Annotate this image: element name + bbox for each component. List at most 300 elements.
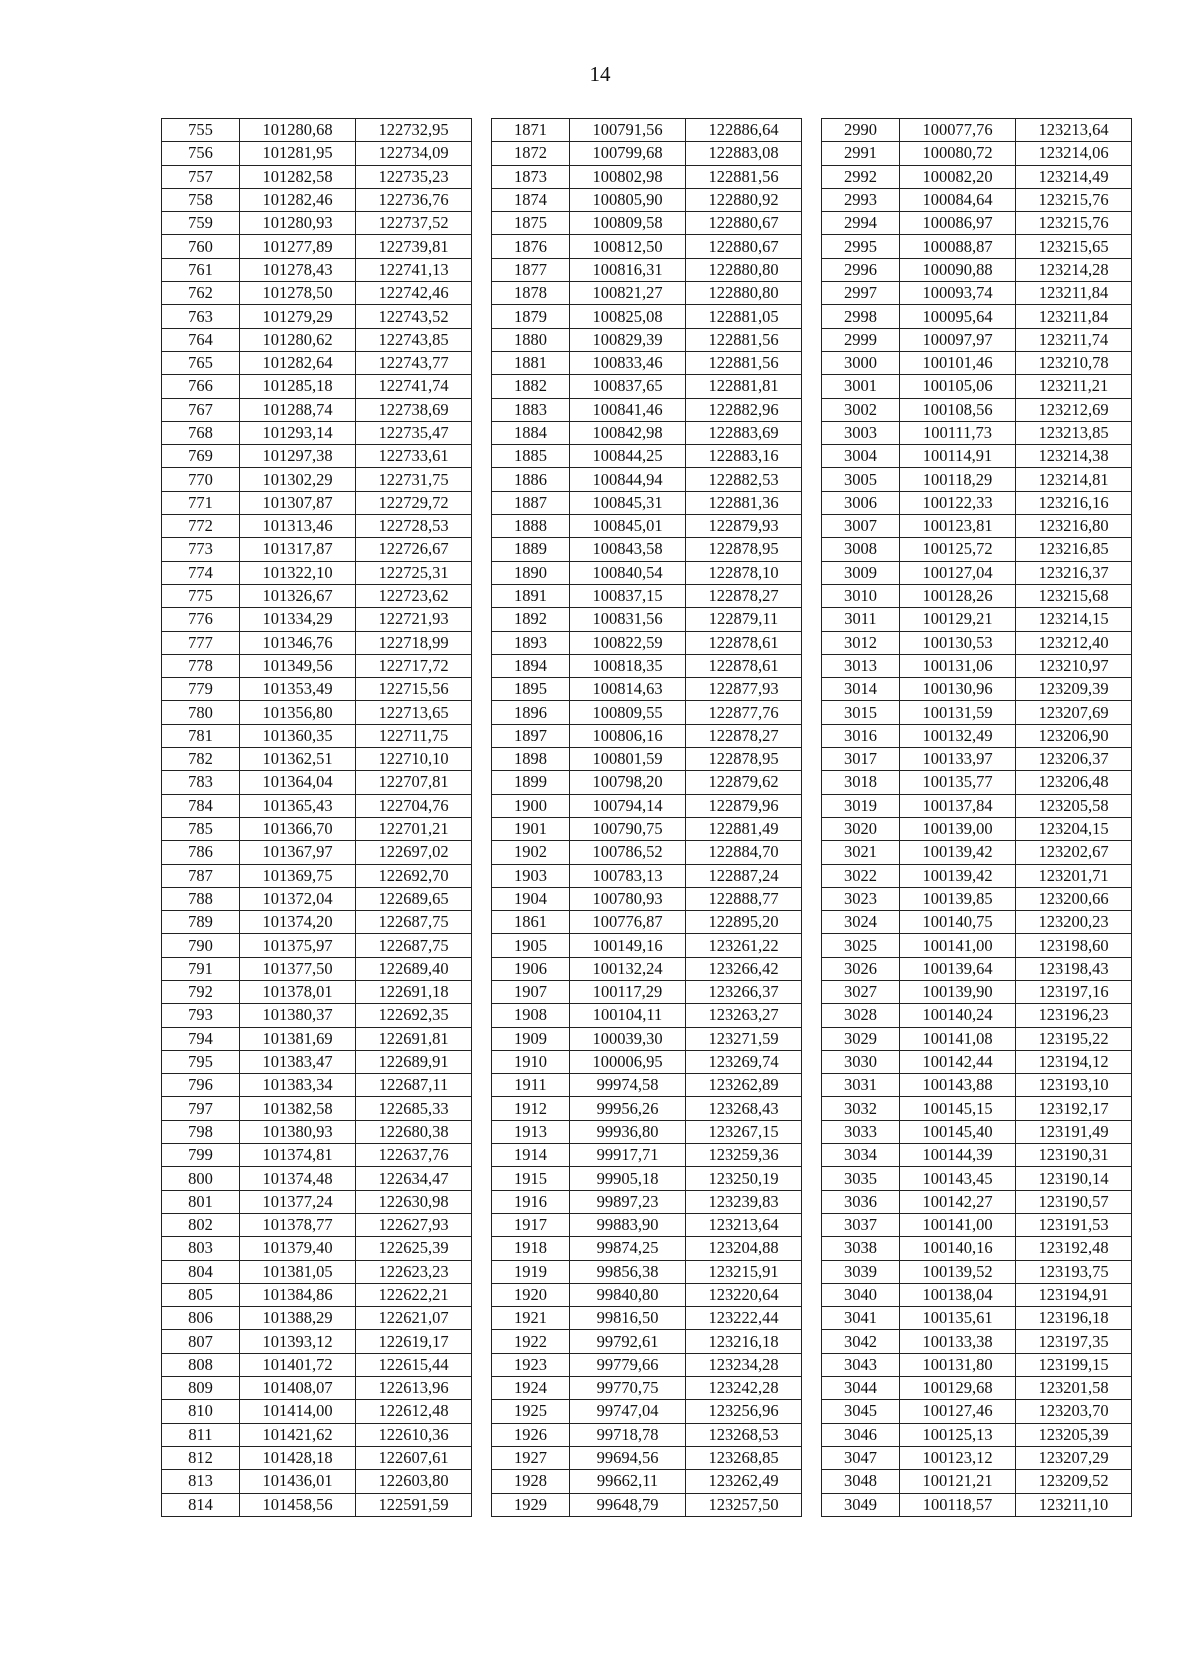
- column-gap: [802, 375, 822, 398]
- column-gap: [802, 445, 822, 468]
- y-coordinate-cell: 123203,70: [1016, 1400, 1132, 1423]
- x-coordinate-cell: 100141,08: [900, 1027, 1016, 1050]
- y-coordinate-cell: 123216,18: [686, 1330, 802, 1353]
- y-coordinate-cell: 123257,50: [686, 1493, 802, 1516]
- point-number-cell: 1896: [492, 701, 570, 724]
- y-coordinate-cell: 123214,28: [1016, 258, 1132, 281]
- table-row: [162, 1213, 1132, 1236]
- x-coordinate-cell: 101282,64: [240, 351, 356, 374]
- y-coordinate-cell: 122738,69: [356, 398, 472, 421]
- x-coordinate-cell: 100097,97: [900, 328, 1016, 351]
- x-coordinate-cell: 101282,46: [240, 188, 356, 211]
- table-row: [162, 212, 1132, 235]
- point-number-cell: 812: [162, 1446, 240, 1469]
- point-number-cell: 1928: [492, 1470, 570, 1493]
- y-coordinate-cell: 122880,92: [686, 188, 802, 211]
- column-gap: [802, 864, 822, 887]
- x-coordinate-cell: 100129,21: [900, 608, 1016, 631]
- column-gap: [472, 980, 492, 1003]
- point-number-cell: 3026: [822, 957, 900, 980]
- y-coordinate-cell: 122687,75: [356, 911, 472, 934]
- column-gap: [472, 584, 492, 607]
- point-number-cell: 3033: [822, 1120, 900, 1143]
- y-coordinate-cell: 122881,56: [686, 165, 802, 188]
- column-gap: [472, 212, 492, 235]
- column-gap: [802, 1167, 822, 1190]
- y-coordinate-cell: 123268,43: [686, 1097, 802, 1120]
- column-gap: [472, 351, 492, 374]
- point-number-cell: 772: [162, 515, 240, 538]
- table-row: [162, 1377, 1132, 1400]
- table-row: [162, 421, 1132, 444]
- x-coordinate-cell: 100149,16: [570, 934, 686, 957]
- column-gap: [802, 1446, 822, 1469]
- y-coordinate-cell: 122717,72: [356, 654, 472, 677]
- column-gap: [802, 515, 822, 538]
- x-coordinate-cell: 101297,38: [240, 445, 356, 468]
- y-coordinate-cell: 122882,53: [686, 468, 802, 491]
- table-row: [162, 911, 1132, 934]
- table-row: [162, 1446, 1132, 1469]
- y-coordinate-cell: 122637,76: [356, 1144, 472, 1167]
- x-coordinate-cell: 99648,79: [570, 1493, 686, 1516]
- point-number-cell: 1918: [492, 1237, 570, 1260]
- x-coordinate-cell: 100841,46: [570, 398, 686, 421]
- x-coordinate-cell: 100135,61: [900, 1307, 1016, 1330]
- point-number-cell: 785: [162, 817, 240, 840]
- x-coordinate-cell: 99936,80: [570, 1120, 686, 1143]
- point-number-cell: 1876: [492, 235, 570, 258]
- y-coordinate-cell: 122734,09: [356, 142, 472, 165]
- point-number-cell: 796: [162, 1074, 240, 1097]
- y-coordinate-cell: 122743,85: [356, 328, 472, 351]
- x-coordinate-cell: 101322,10: [240, 561, 356, 584]
- point-number-cell: 3004: [822, 445, 900, 468]
- x-coordinate-cell: 101384,86: [240, 1283, 356, 1306]
- x-coordinate-cell: 100129,68: [900, 1377, 1016, 1400]
- point-number-cell: 781: [162, 724, 240, 747]
- y-coordinate-cell: 122879,93: [686, 515, 802, 538]
- y-coordinate-cell: 123205,58: [1016, 794, 1132, 817]
- column-gap: [802, 608, 822, 631]
- x-coordinate-cell: 101280,62: [240, 328, 356, 351]
- table-row: [162, 980, 1132, 1003]
- y-coordinate-cell: 123205,39: [1016, 1423, 1132, 1446]
- x-coordinate-cell: 100118,57: [900, 1493, 1016, 1516]
- point-number-cell: 784: [162, 794, 240, 817]
- point-number-cell: 3010: [822, 584, 900, 607]
- y-coordinate-cell: 123209,52: [1016, 1470, 1132, 1493]
- column-gap: [802, 934, 822, 957]
- x-coordinate-cell: 101302,29: [240, 468, 356, 491]
- y-coordinate-cell: 122591,59: [356, 1493, 472, 1516]
- x-coordinate-cell: 100776,87: [570, 911, 686, 934]
- table-row: [162, 1470, 1132, 1493]
- x-coordinate-cell: 100140,24: [900, 1004, 1016, 1027]
- point-number-cell: 3001: [822, 375, 900, 398]
- column-gap: [472, 1470, 492, 1493]
- column-gap: [472, 887, 492, 910]
- column-gap: [472, 1190, 492, 1213]
- column-gap: [472, 1237, 492, 1260]
- point-number-cell: 776: [162, 608, 240, 631]
- x-coordinate-cell: 101388,29: [240, 1307, 356, 1330]
- point-number-cell: 1886: [492, 468, 570, 491]
- y-coordinate-cell: 122877,76: [686, 701, 802, 724]
- point-number-cell: 3029: [822, 1027, 900, 1050]
- point-number-cell: 3040: [822, 1283, 900, 1306]
- x-coordinate-cell: 101313,46: [240, 515, 356, 538]
- point-number-cell: 1910: [492, 1050, 570, 1073]
- point-number-cell: 3048: [822, 1470, 900, 1493]
- point-number-cell: 3043: [822, 1353, 900, 1376]
- x-coordinate-cell: 100140,75: [900, 911, 1016, 934]
- point-number-cell: 1880: [492, 328, 570, 351]
- table-row: [162, 1423, 1132, 1446]
- y-coordinate-cell: 122735,23: [356, 165, 472, 188]
- x-coordinate-cell: 100077,76: [900, 119, 1016, 142]
- y-coordinate-cell: 122878,27: [686, 584, 802, 607]
- x-coordinate-cell: 100127,04: [900, 561, 1016, 584]
- table-row: [162, 491, 1132, 514]
- y-coordinate-cell: 122879,11: [686, 608, 802, 631]
- x-coordinate-cell: 100125,72: [900, 538, 1016, 561]
- y-coordinate-cell: 122881,49: [686, 817, 802, 840]
- table-row: [162, 561, 1132, 584]
- x-coordinate-cell: 100829,39: [570, 328, 686, 351]
- x-coordinate-cell: 100845,01: [570, 515, 686, 538]
- table-row: [162, 1190, 1132, 1213]
- x-coordinate-cell: 100822,59: [570, 631, 686, 654]
- point-number-cell: 782: [162, 748, 240, 771]
- y-coordinate-cell: 123204,88: [686, 1237, 802, 1260]
- x-coordinate-cell: 101288,74: [240, 398, 356, 421]
- point-number-cell: 1921: [492, 1307, 570, 1330]
- y-coordinate-cell: 123267,15: [686, 1120, 802, 1143]
- x-coordinate-cell: 101366,70: [240, 817, 356, 840]
- x-coordinate-cell: 99897,23: [570, 1190, 686, 1213]
- table-row: [162, 1027, 1132, 1050]
- point-number-cell: 810: [162, 1400, 240, 1423]
- y-coordinate-cell: 122741,74: [356, 375, 472, 398]
- y-coordinate-cell: 123222,44: [686, 1307, 802, 1330]
- point-number-cell: 792: [162, 980, 240, 1003]
- point-number-cell: 1926: [492, 1423, 570, 1446]
- column-gap: [472, 1120, 492, 1143]
- y-coordinate-cell: 122627,93: [356, 1213, 472, 1236]
- table-row: [162, 1167, 1132, 1190]
- column-gap: [802, 119, 822, 142]
- column-gap: [802, 654, 822, 677]
- x-coordinate-cell: 101367,97: [240, 841, 356, 864]
- x-coordinate-cell: 100141,00: [900, 934, 1016, 957]
- x-coordinate-cell: 101277,89: [240, 235, 356, 258]
- point-number-cell: 1919: [492, 1260, 570, 1283]
- column-gap: [802, 328, 822, 351]
- y-coordinate-cell: 122721,93: [356, 608, 472, 631]
- y-coordinate-cell: 123212,40: [1016, 631, 1132, 654]
- point-number-cell: 1925: [492, 1400, 570, 1423]
- y-coordinate-cell: 123200,23: [1016, 911, 1132, 934]
- table-row: [162, 1260, 1132, 1283]
- column-gap: [802, 351, 822, 374]
- x-coordinate-cell: 100145,40: [900, 1120, 1016, 1143]
- x-coordinate-cell: 100139,42: [900, 864, 1016, 887]
- table-row: [162, 1283, 1132, 1306]
- point-number-cell: 1895: [492, 678, 570, 701]
- table-row: [162, 1353, 1132, 1376]
- y-coordinate-cell: 123213,64: [1016, 119, 1132, 142]
- y-coordinate-cell: 123197,16: [1016, 980, 1132, 1003]
- point-number-cell: 2998: [822, 305, 900, 328]
- y-coordinate-cell: 123211,84: [1016, 305, 1132, 328]
- point-number-cell: 2993: [822, 188, 900, 211]
- column-gap: [802, 1144, 822, 1167]
- point-number-cell: 763: [162, 305, 240, 328]
- column-gap: [802, 1213, 822, 1236]
- point-number-cell: 1911: [492, 1074, 570, 1097]
- x-coordinate-cell: 101353,49: [240, 678, 356, 701]
- point-number-cell: 3007: [822, 515, 900, 538]
- y-coordinate-cell: 122713,65: [356, 701, 472, 724]
- y-coordinate-cell: 122878,10: [686, 561, 802, 584]
- y-coordinate-cell: 123262,89: [686, 1074, 802, 1097]
- x-coordinate-cell: 100090,88: [900, 258, 1016, 281]
- y-coordinate-cell: 122726,67: [356, 538, 472, 561]
- y-coordinate-cell: 123242,28: [686, 1377, 802, 1400]
- point-number-cell: 760: [162, 235, 240, 258]
- column-gap: [472, 1377, 492, 1400]
- column-gap: [802, 468, 822, 491]
- point-number-cell: 1890: [492, 561, 570, 584]
- point-number-cell: 809: [162, 1377, 240, 1400]
- x-coordinate-cell: 100138,04: [900, 1283, 1016, 1306]
- column-gap: [802, 1400, 822, 1423]
- column-gap: [802, 421, 822, 444]
- point-number-cell: 1906: [492, 957, 570, 980]
- column-gap: [802, 1260, 822, 1283]
- x-coordinate-cell: 100006,95: [570, 1050, 686, 1073]
- point-number-cell: 3009: [822, 561, 900, 584]
- table-row: [162, 771, 1132, 794]
- x-coordinate-cell: 100794,14: [570, 794, 686, 817]
- point-number-cell: 1929: [492, 1493, 570, 1516]
- y-coordinate-cell: 122723,62: [356, 584, 472, 607]
- point-number-cell: 779: [162, 678, 240, 701]
- point-number-cell: 777: [162, 631, 240, 654]
- x-coordinate-cell: 100133,97: [900, 748, 1016, 771]
- x-coordinate-cell: 100125,13: [900, 1423, 1016, 1446]
- x-coordinate-cell: 101436,01: [240, 1470, 356, 1493]
- point-number-cell: 3038: [822, 1237, 900, 1260]
- x-coordinate-cell: 100108,56: [900, 398, 1016, 421]
- y-coordinate-cell: 122622,21: [356, 1283, 472, 1306]
- column-gap: [802, 1353, 822, 1376]
- y-coordinate-cell: 123206,37: [1016, 748, 1132, 771]
- point-number-cell: 3015: [822, 701, 900, 724]
- x-coordinate-cell: 99856,38: [570, 1260, 686, 1283]
- column-gap: [472, 1283, 492, 1306]
- y-coordinate-cell: 122685,33: [356, 1097, 472, 1120]
- y-coordinate-cell: 122607,61: [356, 1446, 472, 1469]
- y-coordinate-cell: 123206,90: [1016, 724, 1132, 747]
- point-number-cell: 755: [162, 119, 240, 142]
- point-number-cell: 3011: [822, 608, 900, 631]
- y-coordinate-cell: 122880,80: [686, 258, 802, 281]
- y-coordinate-cell: 122692,35: [356, 1004, 472, 1027]
- x-coordinate-cell: 100844,94: [570, 468, 686, 491]
- column-gap: [472, 1493, 492, 1516]
- table-row: [162, 957, 1132, 980]
- column-gap: [472, 1097, 492, 1120]
- table-row: [162, 235, 1132, 258]
- point-number-cell: 3024: [822, 911, 900, 934]
- point-number-cell: 1909: [492, 1027, 570, 1050]
- point-number-cell: 803: [162, 1237, 240, 1260]
- column-gap: [802, 1190, 822, 1213]
- x-coordinate-cell: 100130,53: [900, 631, 1016, 654]
- column-gap: [472, 1446, 492, 1469]
- point-number-cell: 1887: [492, 491, 570, 514]
- x-coordinate-cell: 101365,43: [240, 794, 356, 817]
- table-row: [162, 608, 1132, 631]
- column-gap: [802, 1493, 822, 1516]
- point-number-cell: 773: [162, 538, 240, 561]
- point-number-cell: 802: [162, 1213, 240, 1236]
- y-coordinate-cell: 122691,18: [356, 980, 472, 1003]
- table-row: [162, 934, 1132, 957]
- y-coordinate-cell: 123202,67: [1016, 841, 1132, 864]
- table-row: [162, 328, 1132, 351]
- column-gap: [472, 771, 492, 794]
- point-number-cell: 3041: [822, 1307, 900, 1330]
- y-coordinate-cell: 122883,08: [686, 142, 802, 165]
- y-coordinate-cell: 123190,31: [1016, 1144, 1132, 1167]
- x-coordinate-cell: 101414,00: [240, 1400, 356, 1423]
- y-coordinate-cell: 123212,69: [1016, 398, 1132, 421]
- column-gap: [802, 491, 822, 514]
- point-number-cell: 3049: [822, 1493, 900, 1516]
- x-coordinate-cell: 100833,46: [570, 351, 686, 374]
- point-number-cell: 1920: [492, 1283, 570, 1306]
- x-coordinate-cell: 100139,42: [900, 841, 1016, 864]
- x-coordinate-cell: 101360,35: [240, 724, 356, 747]
- point-number-cell: 806: [162, 1307, 240, 1330]
- x-coordinate-cell: 101379,40: [240, 1237, 356, 1260]
- column-gap: [802, 957, 822, 980]
- point-number-cell: 1908: [492, 1004, 570, 1027]
- y-coordinate-cell: 122895,20: [686, 911, 802, 934]
- column-gap: [472, 375, 492, 398]
- table-row: [162, 1400, 1132, 1423]
- x-coordinate-cell: 101317,87: [240, 538, 356, 561]
- point-number-cell: 2999: [822, 328, 900, 351]
- column-gap: [472, 235, 492, 258]
- point-number-cell: 1894: [492, 654, 570, 677]
- y-coordinate-cell: 122630,98: [356, 1190, 472, 1213]
- column-gap: [472, 1027, 492, 1050]
- column-gap: [802, 1027, 822, 1050]
- x-coordinate-cell: 100816,31: [570, 258, 686, 281]
- x-coordinate-cell: 101326,67: [240, 584, 356, 607]
- column-gap: [472, 165, 492, 188]
- point-number-cell: 774: [162, 561, 240, 584]
- coordinates-table: [161, 118, 1132, 1517]
- point-number-cell: 1903: [492, 864, 570, 887]
- point-number-cell: 3019: [822, 794, 900, 817]
- table-row: [162, 631, 1132, 654]
- point-number-cell: 804: [162, 1260, 240, 1283]
- x-coordinate-cell: 100786,52: [570, 841, 686, 864]
- point-number-cell: 3014: [822, 678, 900, 701]
- column-gap: [802, 678, 822, 701]
- x-coordinate-cell: 101278,43: [240, 258, 356, 281]
- point-number-cell: 2997: [822, 282, 900, 305]
- table-row: [162, 142, 1132, 165]
- y-coordinate-cell: 123214,15: [1016, 608, 1132, 631]
- point-number-cell: 786: [162, 841, 240, 864]
- x-coordinate-cell: 100799,68: [570, 142, 686, 165]
- y-coordinate-cell: 123198,60: [1016, 934, 1132, 957]
- y-coordinate-cell: 123271,59: [686, 1027, 802, 1050]
- y-coordinate-cell: 123214,49: [1016, 165, 1132, 188]
- column-gap: [472, 119, 492, 142]
- column-gap: [472, 468, 492, 491]
- point-number-cell: 1882: [492, 375, 570, 398]
- x-coordinate-cell: 100082,20: [900, 165, 1016, 188]
- point-number-cell: 1884: [492, 421, 570, 444]
- x-coordinate-cell: 100837,15: [570, 584, 686, 607]
- column-gap: [472, 911, 492, 934]
- y-coordinate-cell: 123261,22: [686, 934, 802, 957]
- y-coordinate-cell: 122680,38: [356, 1120, 472, 1143]
- y-coordinate-cell: 123215,65: [1016, 235, 1132, 258]
- x-coordinate-cell: 100139,64: [900, 957, 1016, 980]
- x-coordinate-cell: 100128,26: [900, 584, 1016, 607]
- y-coordinate-cell: 122878,61: [686, 631, 802, 654]
- point-number-cell: 1891: [492, 584, 570, 607]
- y-coordinate-cell: 123198,43: [1016, 957, 1132, 980]
- y-coordinate-cell: 122615,44: [356, 1353, 472, 1376]
- y-coordinate-cell: 122603,80: [356, 1470, 472, 1493]
- x-coordinate-cell: 100127,46: [900, 1400, 1016, 1423]
- x-coordinate-cell: 99956,26: [570, 1097, 686, 1120]
- x-coordinate-cell: 101381,69: [240, 1027, 356, 1050]
- point-number-cell: 1904: [492, 887, 570, 910]
- column-gap: [472, 515, 492, 538]
- x-coordinate-cell: 100123,81: [900, 515, 1016, 538]
- table-row: [162, 1050, 1132, 1073]
- y-coordinate-cell: 123210,97: [1016, 654, 1132, 677]
- point-number-cell: 794: [162, 1027, 240, 1050]
- y-coordinate-cell: 122741,13: [356, 258, 472, 281]
- x-coordinate-cell: 99816,50: [570, 1307, 686, 1330]
- y-coordinate-cell: 122728,53: [356, 515, 472, 538]
- point-number-cell: 787: [162, 864, 240, 887]
- point-number-cell: 1907: [492, 980, 570, 1003]
- y-coordinate-cell: 122707,81: [356, 771, 472, 794]
- point-number-cell: 3003: [822, 421, 900, 444]
- table-row: [162, 398, 1132, 421]
- point-number-cell: 3012: [822, 631, 900, 654]
- point-number-cell: 3039: [822, 1260, 900, 1283]
- table-row: [162, 1493, 1132, 1516]
- point-number-cell: 1871: [492, 119, 570, 142]
- x-coordinate-cell: 101380,37: [240, 1004, 356, 1027]
- y-coordinate-cell: 122613,96: [356, 1377, 472, 1400]
- table-row: [162, 678, 1132, 701]
- point-number-cell: 1899: [492, 771, 570, 794]
